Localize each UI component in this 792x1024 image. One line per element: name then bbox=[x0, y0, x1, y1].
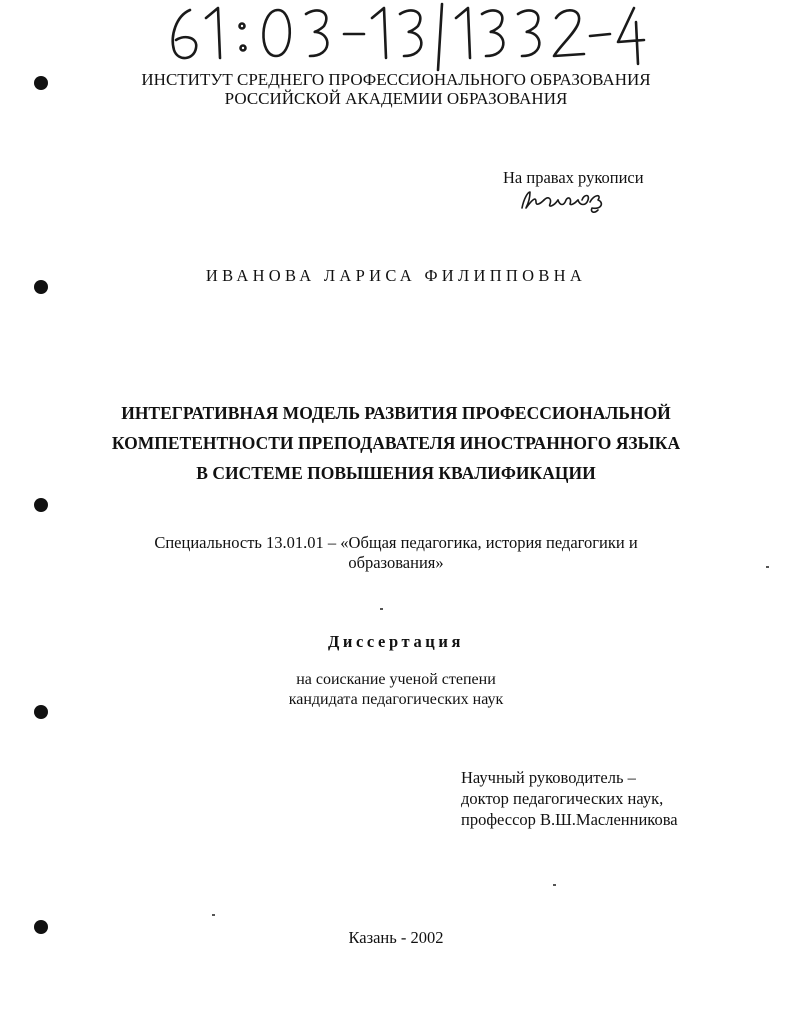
signature-drawing bbox=[518, 188, 608, 214]
dissertation-title-line-2: КОМПЕТЕНТНОСТИ ПРЕПОДАВАТЕЛЯ ИНОСТРАННОГО ЯЗЫКА bbox=[111, 433, 681, 453]
author-name: ИВАНОВА ЛАРИСА ФИЛИППОВНА bbox=[205, 266, 587, 285]
work-type-heading: Диссертация bbox=[327, 632, 465, 651]
dissertation-title-line-1: ИНТЕГРАТИВНАЯ МОДЕЛЬ РАЗВИТИЯ ПРОФЕССИОНАЛЬНОЙ bbox=[121, 403, 671, 423]
punch-hole-mark bbox=[34, 280, 48, 294]
scan-speck bbox=[212, 914, 215, 916]
specialty-line-2: образования» bbox=[348, 553, 444, 572]
institute-name-line-2: РОССИЙСКОЙ АКАДЕМИИ ОБРАЗОВАНИЯ bbox=[224, 89, 568, 108]
scan-speck bbox=[766, 566, 769, 568]
punch-hole-mark bbox=[34, 498, 48, 512]
supervisor-line-1: Научный руководитель – bbox=[461, 768, 636, 787]
scan-speck bbox=[553, 884, 556, 886]
supervisor-line-3: профессор В.Ш.Масленникова bbox=[461, 810, 678, 829]
degree-line-2: кандидата педагогических наук bbox=[288, 691, 504, 708]
manuscript-rights-note: На правах рукописи bbox=[503, 168, 644, 187]
handwritten-catalog-stamp bbox=[160, 0, 660, 72]
degree-line-1: на соискание ученой степени bbox=[296, 671, 496, 688]
supervisor-line-2: доктор педагогических наук, bbox=[461, 789, 664, 808]
punch-hole-mark bbox=[34, 76, 48, 90]
specialty-line-1: Специальность 13.01.01 – «Общая педагогика, история педагогики и bbox=[154, 533, 638, 552]
scan-speck bbox=[380, 608, 383, 610]
author-signature bbox=[518, 188, 608, 214]
supervisor-block bbox=[461, 767, 678, 830]
punch-hole-mark bbox=[34, 920, 48, 934]
handwritten-stamp-drawing bbox=[160, 0, 660, 72]
punch-hole-mark bbox=[34, 705, 48, 719]
city-year: Казань - 2002 bbox=[348, 928, 444, 947]
dissertation-title-line-3: В СИСТЕМЕ ПОВЫШЕНИЯ КВАЛИФИКАЦИИ bbox=[196, 463, 596, 483]
institute-name-line-1: ИНСТИТУТ СРЕДНЕГО ПРОФЕССИОНАЛЬНОГО ОБРАЗОВАНИЯ bbox=[141, 70, 651, 89]
